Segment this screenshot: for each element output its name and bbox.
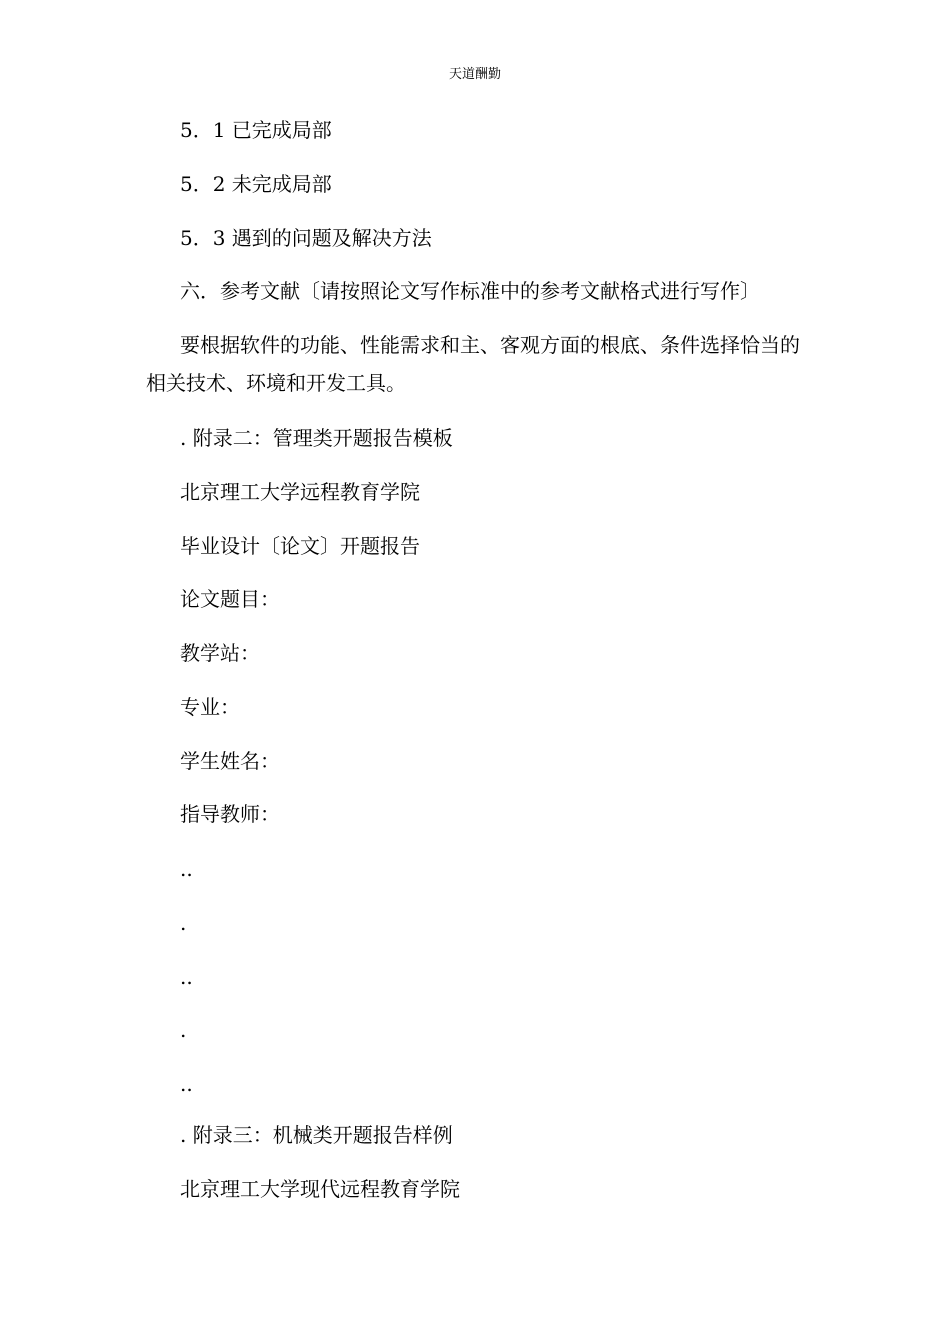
dots-line: .. <box>180 965 193 989</box>
field-teaching-station: 教学站： <box>180 641 260 665</box>
appendix-3-heading: . 附录三：机械类开题报告样例 <box>180 1123 453 1147</box>
report-title: 毕业设计〔论文〕开题报告 <box>180 534 420 558</box>
section-6-references: 六．参考文献〔请按照论文写作标准中的参考文献格式进行写作〕 <box>180 279 760 303</box>
section-5-3: 5．3 遇到的问题及解决方法 <box>180 226 432 250</box>
appendix-2-heading: . 附录二：管理类开题报告模板 <box>180 426 453 450</box>
field-thesis-title: 论文题目： <box>180 587 280 611</box>
field-advisor: 指导教师： <box>180 802 280 826</box>
institution-name: 北京理工大学远程教育学院 <box>180 480 420 504</box>
dots-line: .. <box>180 857 193 881</box>
field-major: 专业： <box>180 695 240 719</box>
institution-name-modern: 北京理工大学现代远程教育学院 <box>180 1177 460 1201</box>
page-header: 天道酬勤 <box>448 67 501 82</box>
section-5-1: 5．1 已完成局部 <box>180 118 332 142</box>
field-student-name: 学生姓名： <box>180 749 280 773</box>
dots-line: . <box>180 911 187 935</box>
section-5-2: 5．2 未完成局部 <box>180 172 332 196</box>
dots-line: .. <box>180 1072 193 1096</box>
body-paragraph: 要根据软件的功能、性能需求和主、客观方面的根底、条件选择恰当的相关技术、环境和开发工具。 <box>146 333 800 395</box>
dots-line: . <box>180 1018 187 1042</box>
